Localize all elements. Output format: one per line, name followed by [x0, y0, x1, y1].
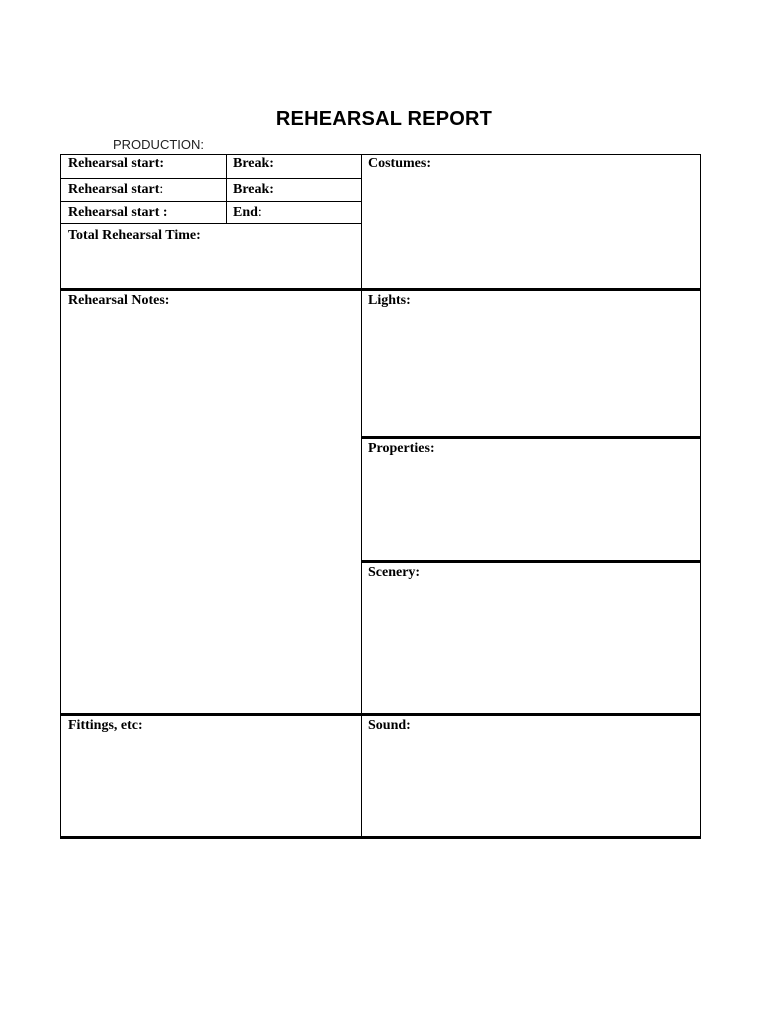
separator-properties-scenery: [361, 560, 700, 563]
schedule-column-divider: [226, 155, 227, 223]
separator-form-bottom: [60, 836, 701, 839]
fittings-label: Fittings, etc:: [68, 718, 143, 733]
scenery-label: Scenery:: [368, 565, 421, 580]
total-rehearsal-time-label: Total Rehearsal Time:: [68, 228, 201, 243]
schedule-row-divider-1: [61, 178, 361, 179]
costumes-label: Costumes:: [368, 156, 431, 171]
rehearsal-report-form: [60, 154, 701, 838]
report-title: REHEARSAL REPORT: [275, 108, 493, 130]
properties-label: Properties:: [368, 441, 435, 456]
break-label-2: Break:: [233, 182, 274, 197]
schedule-row-divider-2: [61, 201, 361, 202]
separator-lights-properties: [361, 436, 700, 439]
separator-top: [61, 288, 700, 291]
rehearsal-notes-label: Rehearsal Notes:: [68, 293, 170, 308]
column-divider: [361, 155, 362, 837]
rehearsal-start-label-3: Rehearsal start :: [68, 205, 168, 220]
rehearsal-start-label-1: Rehearsal start:: [68, 156, 165, 171]
lights-label: Lights:: [368, 293, 411, 308]
production-label: PRODUCTION:: [113, 137, 204, 152]
separator-bottom-row: [61, 713, 700, 716]
rehearsal-start-label-2: Rehearsal start:: [68, 182, 164, 197]
sound-label: Sound:: [368, 718, 411, 733]
schedule-row-divider-3: [61, 223, 361, 224]
end-label: End:: [233, 205, 262, 220]
break-label-1: Break:: [233, 156, 274, 171]
